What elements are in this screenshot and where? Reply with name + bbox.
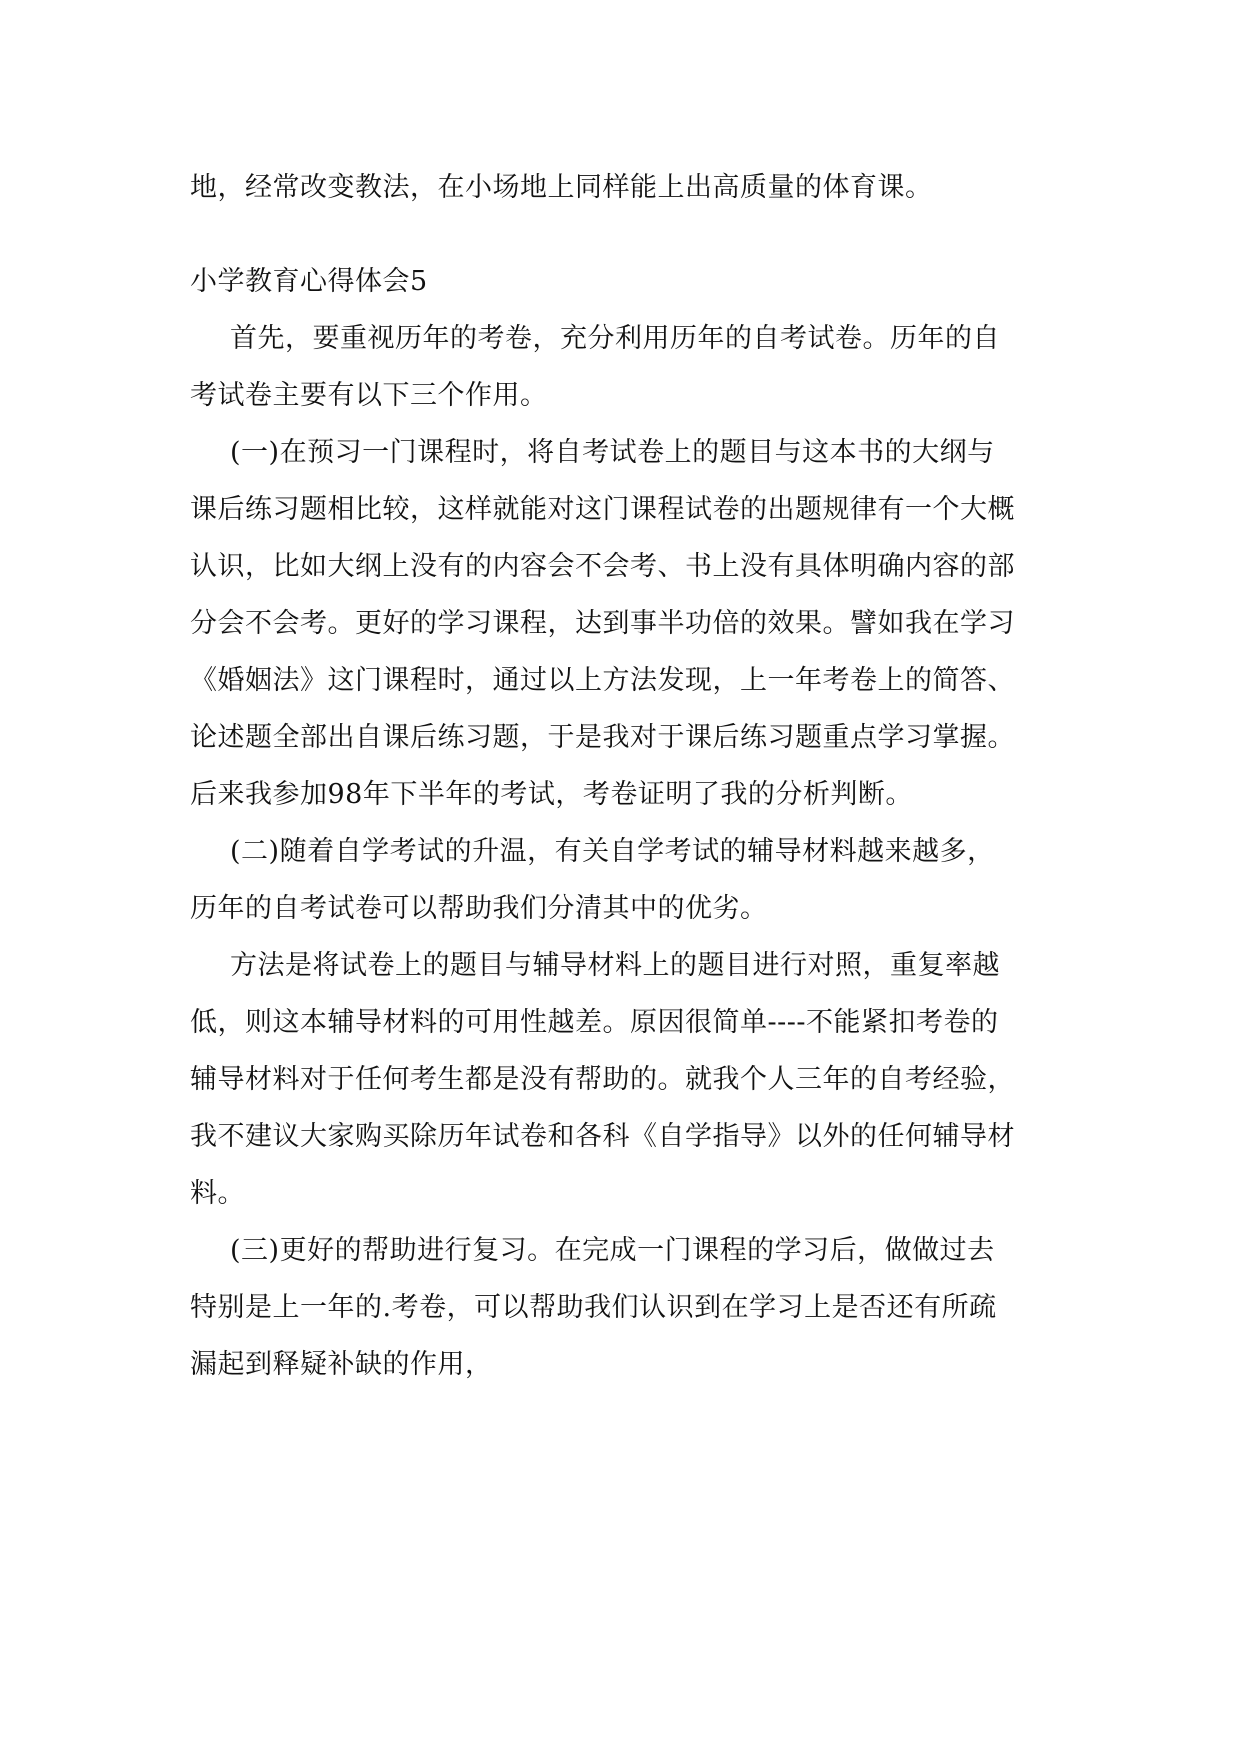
- paragraph-line: 分会不会考。更好的学习课程，达到事半功倍的效果。譬如我在学习: [190, 608, 1015, 639]
- paragraph-line: 低，则这本辅导材料的可用性越差。原因很简单----不能紧扣考卷的: [190, 1007, 999, 1038]
- paragraph-line: 漏起到释疑补缺的作用，: [190, 1349, 493, 1380]
- paragraph-line: 地，经常改变教法，在小场地上同样能上出高质量的体育课。: [190, 172, 933, 203]
- paragraph-line: 我不建议大家购买除历年试卷和各科《自学指导》以外的任何辅导材: [190, 1121, 1015, 1152]
- paragraph-line: (二)随着自学考试的升温，有关自学考试的辅导材料越来越多，: [230, 836, 995, 867]
- paragraph-line: 课后练习题相比较，这样就能对这门课程试卷的出题规律有一个大概: [190, 494, 1015, 525]
- paragraph-line: 后来我参加98年下半年的考试，考卷证明了我的分析判断。: [190, 779, 913, 810]
- paragraph-line: 历年的自考试卷可以帮助我们分清其中的优劣。: [190, 893, 768, 924]
- paragraph-line: (一)在预习一门课程时，将自考试卷上的题目与这本书的大纲与: [230, 437, 995, 468]
- paragraph-line: 《婚姻法》这门课程时，通过以上方法发现，上一年考卷上的简答、: [190, 665, 1015, 696]
- section-heading: 小学教育心得体会5: [190, 266, 428, 297]
- paragraph-line: 辅导材料对于任何考生都是没有帮助的。就我个人三年的自考经验，: [190, 1064, 1015, 1095]
- paragraph-line: (三)更好的帮助进行复习。在完成一门课程的学习后，做做过去: [230, 1235, 995, 1266]
- paragraph-line: 考试卷主要有以下三个作用。: [190, 380, 548, 411]
- paragraph-line: 方法是将试卷上的题目与辅导材料上的题目进行对照，重复率越: [230, 950, 1000, 981]
- paragraph-line: 认识，比如大纲上没有的内容会不会考、书上没有具体明确内容的部: [190, 551, 1015, 582]
- paragraph-line: 论述题全部出自课后练习题，于是我对于课后练习题重点学习掌握。: [190, 722, 1015, 753]
- paragraph-line: 料。: [190, 1178, 245, 1209]
- paragraph-line: 特别是上一年的.考卷，可以帮助我们认识到在学习上是否还有所疏: [190, 1292, 997, 1323]
- paragraph-line: 首先，要重视历年的考卷，充分利用历年的自考试卷。历年的自: [230, 323, 1000, 354]
